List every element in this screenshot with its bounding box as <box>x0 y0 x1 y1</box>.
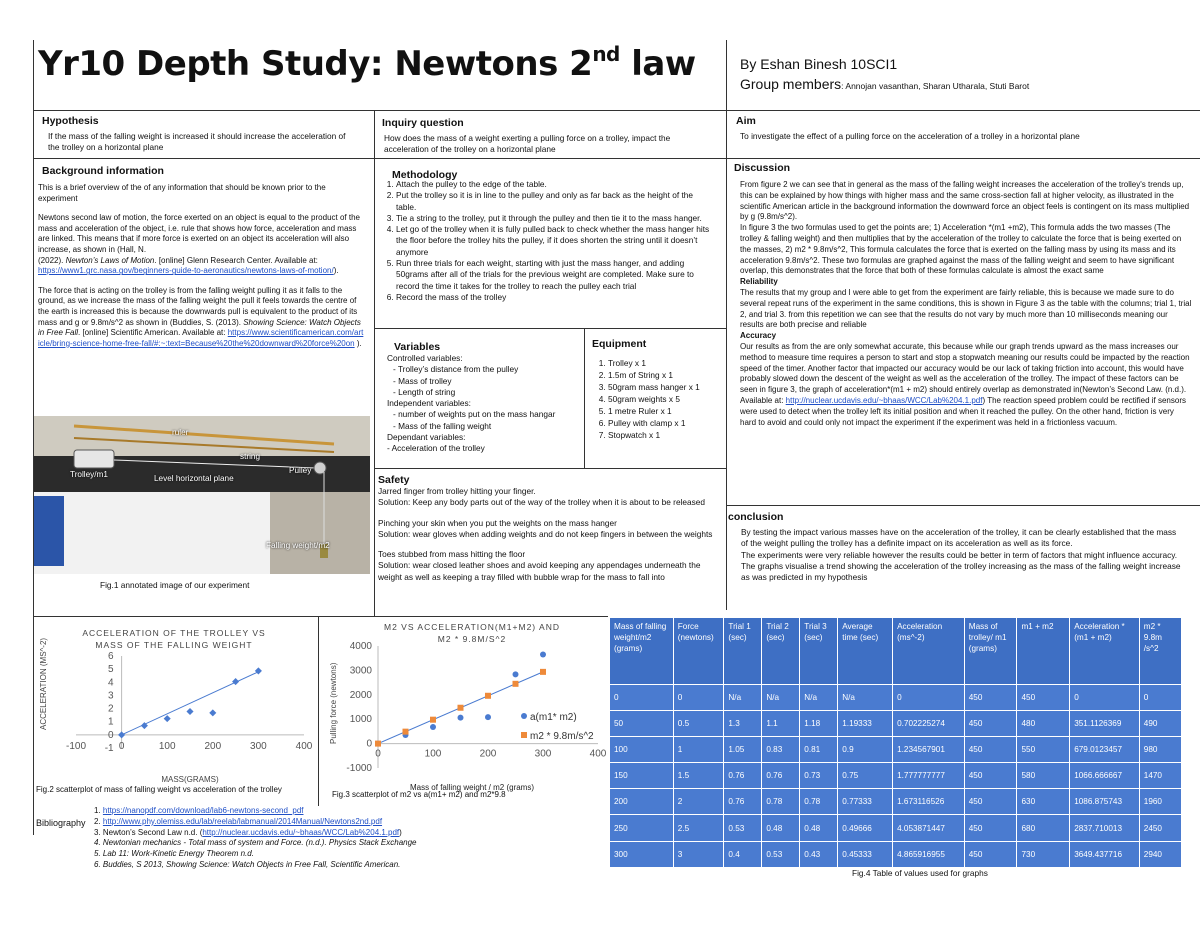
bib-prefix: 5. Lab 11: Work-Kinetic Energy Theorem n.d. <box>94 849 254 859</box>
table-cell: 0 <box>893 684 965 710</box>
chart2-x-tick: 300 <box>534 748 552 760</box>
bib-prefix: 6. Buddies, S 2013, Showing Science: Watch Objects in Free Fall, Scientific American. <box>94 859 401 869</box>
table-cell: 580 <box>1017 763 1070 789</box>
table-header: m2 * 9.8m /s^2 <box>1139 618 1181 684</box>
chart2-point-series1 <box>485 714 491 720</box>
safety-line: Pinching your skin when you put the weights on the mass hanger <box>378 517 617 528</box>
table-cell: 0.45333 <box>838 841 893 867</box>
table-cell: 0.75 <box>838 763 893 789</box>
safety-line: Solution: Keep any body parts out of the way of the trolley when it is about to be released <box>378 497 706 508</box>
hypothesis-heading: Hypothesis <box>42 115 99 127</box>
table-cell: 0.73 <box>800 763 838 789</box>
chart2-legend-label1: a(m1* m2) <box>530 712 577 723</box>
table-cell: 450 <box>964 710 1017 736</box>
chart1-y-tick: 4 <box>108 677 114 689</box>
independent-variable: - number of weights put on the mass hangar <box>393 409 556 420</box>
chart2-y-tick: 2000 <box>349 689 372 701</box>
scientific-american-link[interactable]: https://www.scientificamerican.com/article/bring-science-home-free-fall/#:~:text=Because%20the%20downward%20force%20on <box>38 328 364 348</box>
chart2-x-tick: 0 <box>375 748 381 760</box>
chart1-y-tick: 6 <box>108 651 114 662</box>
equipment-heading: Equipment <box>592 338 647 350</box>
bibliography-item <box>94 828 514 839</box>
table-header: Acceleration (ms^-2) <box>893 618 965 684</box>
table-cell: 150 <box>610 763 673 789</box>
aim-text: To investigate the effect of a pulling force on the acceleration of a trolley in a horizontal plane <box>740 131 1080 141</box>
equipment-list <box>592 357 722 441</box>
conclusion-body: By testing the impact various masses have on the acceleration of the trolley, it can be clearly established that the mass of the weight pulling the trolley has a definite impact on its acceleration as well as its force. The experiments were very reliable however the results could be better in term of factors that might influence accuracy. The graphs visualise a trend showing the acceleration of the trolley increasing as the mass of the falling weight increase as was predicted in my hypothesis <box>741 527 1181 583</box>
methodology-heading: Methodology <box>392 169 458 181</box>
controlled-variable: - Length of string <box>393 386 456 397</box>
bibliography-item <box>94 860 514 871</box>
table-cell: 0.48 <box>762 815 800 841</box>
methodology-list <box>380 179 715 303</box>
chart2-y-tick: 4000 <box>349 641 372 652</box>
table-cell: 450 <box>964 841 1017 867</box>
chart2-point-series2 <box>375 741 381 747</box>
safety-body <box>378 486 718 616</box>
chart2-point-series2 <box>430 717 436 723</box>
chart2-y-tick: 3000 <box>349 665 372 677</box>
table-row <box>610 684 1182 710</box>
table-cell: 1.19333 <box>838 710 893 736</box>
chart2-y-tick: 0 <box>366 738 372 750</box>
chart2-x-tick: 200 <box>479 748 497 760</box>
bib-prefix: 3. Newton’s Second Law n.d. ( <box>94 827 203 837</box>
table-cell: 50 <box>610 710 673 736</box>
table-cell: 4.865916955 <box>893 841 965 867</box>
bibliography-item <box>94 838 514 849</box>
table-cell: 450 <box>964 736 1017 762</box>
table-cell: 0.9 <box>838 736 893 762</box>
chart2-point-series2 <box>458 705 464 711</box>
chart1-point <box>118 731 125 738</box>
variables-body: Controlled variables: - Trolley’s distance from the pulley - Mass of trolley - Length of string Independent variables: - number of weights put on the mass hangar - Mass of the falling weight Dependant variables: - Acceleration of the trolley <box>387 353 582 455</box>
table-cell: 450 <box>964 815 1017 841</box>
author: By Eshan Binesh 10SCI1 <box>740 56 898 72</box>
photo-drawing <box>34 416 370 574</box>
methodology-step: 2. Put the trolley so it is in line to the pulley and only as far back as the height of the table. <box>396 190 715 213</box>
table-cell: 450 <box>964 684 1017 710</box>
chart2-title-line2: M2 * 9.8M/S^2 <box>437 634 507 644</box>
controlled-variable: - Mass of trolley <box>393 375 452 386</box>
chart1-y-tick: 5 <box>108 664 114 676</box>
fig4-caption: Fig.4 Table of values used for graphs <box>852 868 988 878</box>
bib-prefix: 4. Newtonian mechanics - Total mass of system and Force. (n.d.). Physics Stack Exchange <box>94 838 417 848</box>
safety-line: Toes stubbed from mass hitting the floor <box>378 549 526 560</box>
bibliography-item <box>94 806 514 817</box>
aim-heading: Aim <box>736 115 756 127</box>
table-cell: 480 <box>1017 710 1070 736</box>
table-cell: 0.78 <box>762 789 800 815</box>
methodology-step: 3. Tie a string to the trolley, put it through the pulley and then tie it to the mass hanger. <box>396 213 715 224</box>
chart-acceleration-vs-mass <box>34 620 316 792</box>
table-cell: 450 <box>964 763 1017 789</box>
chart2-point-series1 <box>430 724 436 730</box>
chart1-y-tick: 2 <box>108 703 114 715</box>
methodology-step: 5. Run three trials for each weight, starting with just the mass hanger, and adding 50grams after all of the trials for the previous weight are completed. Make sure to record the time it takes for the trolley to reach the pulley each trial <box>396 258 715 292</box>
chart2-x-label: Mass of falling weight / m2 (grams) <box>409 783 535 792</box>
label-pulley: Pulley <box>289 466 312 475</box>
chart1-y-tick: 3 <box>108 690 114 702</box>
chart1-point <box>164 715 171 722</box>
table-cell: 1086.875743 <box>1070 789 1140 815</box>
table-cell: 0.53 <box>762 841 800 867</box>
chart1-title-line1: ACCELERATION OF THE TROLLEY VS <box>82 628 266 638</box>
bib-prefix: 2. <box>94 816 103 826</box>
safety-line: Solution: wear gloves when adding weights and do not keep fingers in between the weights <box>378 528 713 539</box>
table-cell: 0 <box>673 684 724 710</box>
table-cell: 200 <box>610 789 673 815</box>
bibliography-heading: Bibliography <box>36 818 86 828</box>
table-cell: 450 <box>1017 684 1070 710</box>
table-cell: 351.1126369 <box>1070 710 1140 736</box>
controlled-variable: - Trolley’s distance from the pulley <box>393 364 519 375</box>
background-body: This is a brief overview of the of any information that should be known prior to the experiment Newtons second law of motion, the force exerted on an object is equal to the product of the mass and acceleration of the object, i.e. rule that shows how force, acceleration and mass are linked. This means that if more force is exerted on an object its acceleration will also increase, as shown in (Hall, N. (2022). Newton’s Laws of Motion. [online] Glenn Research Center. Available at: https://www1.grc.nasa.gov/beginners-guide-to-aeronautics/newtons-laws-of-motion/). The force that is acting on the trolley is from the falling weight pulling it as it falls to the ground, as we increase the mass of the falling weight the pull it feels towards the centre of the earth is increased this is because the downwards pull is equivalent to the product of its mass and g or 9.8m/s^2 as shown in (Buddies, S. (2013). Showing Science: Watch Objects in Free Fall. [online] Scientific American. Available at: https://www.scientificamerican.com/article/bring-science-home-free-fall/#:~:text=Because%20the%20downward%20force%20on ). <box>38 183 364 348</box>
label-level-plane: Level horizontal plane <box>154 474 234 483</box>
safety-line: Solution: wear closed leather shoes and avoid keeping any appendages underneath the weight as well as keeping a tray filled with bubble wrap for the mass to fall into <box>378 560 701 582</box>
methodology-step: 6. Record the mass of the trolley <box>396 292 715 303</box>
table-row <box>610 710 1182 736</box>
table-cell: 0 <box>610 684 673 710</box>
chart2-y-tick: 1000 <box>349 714 372 726</box>
table-cell: 490 <box>1139 710 1181 736</box>
chart1-x-tick: 200 <box>204 740 222 752</box>
table-cell: 2.5 <box>673 815 724 841</box>
fig1-caption: Fig.1 annotated image of our experiment <box>100 580 250 590</box>
table-header: Trial 3 (sec) <box>800 618 838 684</box>
table-header: Trial 2 (sec) <box>762 618 800 684</box>
table-cell: 0.76 <box>762 763 800 789</box>
chart2-legend-marker2 <box>521 732 527 738</box>
safety-line <box>378 509 718 518</box>
table-cell: 1 <box>673 736 724 762</box>
table-cell: 0.43 <box>800 841 838 867</box>
safety-line <box>378 540 718 549</box>
table-cell: 2 <box>673 789 724 815</box>
chart1-y-tick: -1 <box>104 743 114 754</box>
inquiry-heading: Inquiry question <box>382 117 464 129</box>
table-cell: 0.76 <box>724 789 762 815</box>
bibliography-item <box>94 817 514 828</box>
equipment-item: 4. 50gram weights x 5 <box>608 393 722 405</box>
table-cell: 0.4 <box>724 841 762 867</box>
bib-link[interactable]: http://www.phy.olemiss.edu/lab/reelab/labmanual/2014Manual/Newtons2nd.pdf <box>102 816 383 826</box>
chart1-y-tick: 1 <box>108 716 114 728</box>
table-cell: 0.53 <box>724 815 762 841</box>
table-cell: 730 <box>1017 841 1070 867</box>
fig2-caption: Fig.2 scatterplot of mass of falling weight vs acceleration of the trolley <box>36 785 282 794</box>
table-header: m1 + m2 <box>1017 618 1070 684</box>
bibliography-item <box>94 849 514 860</box>
table-cell: 2837.710013 <box>1070 815 1140 841</box>
safety-line: Jarred finger from trolley hitting your finger. <box>378 486 536 496</box>
chart2-title-line1: M2 VS ACCELERATION(M1+M2) AND <box>384 622 560 632</box>
bibliography-list <box>94 806 514 871</box>
table-cell: 0.702225274 <box>893 710 965 736</box>
chart1-point <box>209 709 216 716</box>
table-cell: 0.5 <box>673 710 724 736</box>
table-cell: 680 <box>1017 815 1070 841</box>
inquiry-text: How does the mass of a weight exerting a pulling force on a trolley, impact the acceleration of the trolley on a horizontal plane <box>384 133 671 155</box>
ucdavis-link[interactable]: http://nuclear.ucdavis.edu/~bhaas/WCC/Lab%204.1.pdf <box>785 395 983 405</box>
page-title: Yr10 Depth Study: Newtons 2nd law <box>38 42 696 84</box>
table-cell: 1.1 <box>762 710 800 736</box>
table-cell: 0.83 <box>762 736 800 762</box>
chart2-legend-label2: m2 * 9.8m/s^2 <box>530 731 594 742</box>
table-cell: 1960 <box>1139 789 1181 815</box>
table-cell: 1.05 <box>724 736 762 762</box>
chart1-title-line2: MASS OF THE FALLING WEIGHT <box>95 640 253 650</box>
table-header: Force (newtons) <box>673 618 724 684</box>
table-cell: 1.234567901 <box>893 736 965 762</box>
chart-force-vs-mass <box>322 620 608 792</box>
chart2-point-series1 <box>513 671 519 677</box>
table-cell: 1.673116526 <box>893 789 965 815</box>
discussion-heading: Discussion <box>734 162 791 174</box>
chart2-x-tick: 400 <box>589 748 607 760</box>
table-cell: 1.18 <box>800 710 838 736</box>
bib-prefix: 1. <box>94 806 103 815</box>
chart1-y-tick: 0 <box>108 729 114 741</box>
table-header: Mass of trolley/ m1 (grams) <box>964 618 1017 684</box>
table-cell: N/a <box>838 684 893 710</box>
chart2-y-label: Pulling force (newtons) <box>329 662 338 744</box>
chart2-point-series2 <box>513 681 519 687</box>
chart1-x-tick: 100 <box>158 740 176 752</box>
table-cell: 1066.666667 <box>1070 763 1140 789</box>
fig3-caption: Fig.3 scatterplot of m2 vs a(m1+ m2) and m2*9.8 <box>332 790 506 799</box>
table-cell: 630 <box>1017 789 1070 815</box>
table-cell: N/a <box>724 684 762 710</box>
chart1-point <box>232 678 239 685</box>
nasa-link[interactable]: https://www1.grc.nasa.gov/beginners-guide-to-aeronautics/newtons-laws-of-motion/ <box>38 266 334 276</box>
equipment-item: 5. 1 metre Ruler x 1 <box>608 405 722 417</box>
chart2-point-series2 <box>403 729 409 735</box>
table-cell: 0.81 <box>800 736 838 762</box>
chart1-point <box>186 708 193 715</box>
table-cell: 4.053871447 <box>893 815 965 841</box>
label-falling-weight: Falling weight/m2 <box>266 541 330 550</box>
independent-variable: - Mass of the falling weight <box>393 420 492 431</box>
table-cell: 0.49666 <box>838 815 893 841</box>
table-cell: 0.77333 <box>838 789 893 815</box>
table-cell: 250 <box>610 815 673 841</box>
background-heading: Background information <box>42 165 164 177</box>
table-cell: 2450 <box>1139 815 1181 841</box>
values-table <box>610 618 1182 867</box>
chart1-x-tick: -100 <box>65 740 87 752</box>
label-trolley: Trolley/m1 <box>70 470 108 479</box>
safety-heading: Safety <box>378 474 410 486</box>
table-cell: 679.0123457 <box>1070 736 1140 762</box>
conclusion-heading: conclusion <box>728 511 784 523</box>
bib-suffix: ) <box>399 827 402 837</box>
table-cell: N/a <box>762 684 800 710</box>
chart2-y-tick: -1000 <box>346 763 372 774</box>
discussion-body: From figure 2 we can see that in general as the mass of the falling weight increases the acceleration of the trolley's trends up, this can be explained by how things with higher mass and the same cross-section fall at higher velocity, as illustrated in the scientific American article in the background information the downward force an object feels is contingent on its mass multiplied by g (9.8m/s^2). In figure 3 the two formulas used to get the points are; 1) Acceleration *(m1 +m2), This formula adds the two masses (The trolley & falling weight) and then multiplies that by the acceleration of the trolley to calculate the force that is being exerted on the masses, 2) m2 * 9.8m/s^2, This formula calculates the force that is exerted on the falling mass by using its mass and its acceleration 9.8m/s^2. These two formulas are graphed against the mass of the falling weight and seem to have significant overlap, this demonstrates that the force that both of these formulas calculate is almost the exact same Reliability The results that my group and I were able to get from the experiment are fairly reliable, this is because we made sure to do several repeat runs of the experiment in the same conditions, this is shown in Figure 3 as the table with the columns; trial 1, trial 2, and trial 3. from this repetition we can see that the results do not vary by much more than 10 milliseconds meaning our results are both precise and reliable Accuracy Our results as from the are only somewhat accurate, this because while our graph trends upward as the mass increases our method to measure time requires a person to start and stop a stopwatch meaning our results could be impacted by the reaction speed of the timer. Another factor that impacted our accuracy would be our lack of taking friction into account, this would have probably slowed down the descent of the weight as well as the acceleration of the trolley. The impact of these factors can be seen in figure 3, the graph of acceleration*(m1 + m2) should entirely overlap as demonstrated in(Newton’s Second Law. (n.d.). Available at: http://nuclear.ucdavis.edu/~bhaas/WCC/Lab%204.1.pdf) The reaction speed problem could be rectified if sensors were used to detect when the trolley left its initial position and when it reached the pulley. On the other hand, friction is very hard to avoid and could only not impact the experiment if the experiment was held in a frictionless vacuum. <box>740 180 1192 427</box>
table-cell: N/a <box>800 684 838 710</box>
table-header: Average time (sec) <box>838 618 893 684</box>
table-cell: 0.76 <box>724 763 762 789</box>
label-ruler: ruler <box>172 428 189 437</box>
chart2-x-tick: 100 <box>424 748 442 760</box>
chart2-point-series2 <box>485 693 491 699</box>
table-cell: 450 <box>964 789 1017 815</box>
table-cell: 3649.437716 <box>1070 841 1140 867</box>
group-members: Group members: Annojan vasanthan, Sharan Utharala, Stuti Barot <box>740 76 1030 92</box>
table-cell: 980 <box>1139 736 1181 762</box>
table-row <box>610 789 1182 815</box>
equipment-item: 3. 50gram mass hanger x 1 <box>608 381 722 393</box>
table-cell: 0.48 <box>800 815 838 841</box>
table-header: Trial 1 (sec) <box>724 618 762 684</box>
chart2-point-series1 <box>458 715 464 721</box>
table-row <box>610 815 1182 841</box>
table-cell: 1470 <box>1139 763 1181 789</box>
table-cell: 3 <box>673 841 724 867</box>
equipment-item: 7. Stopwatch x 1 <box>608 429 722 441</box>
variables-heading: Variables <box>394 341 441 353</box>
table-cell: 0 <box>1139 684 1181 710</box>
table-cell: 300 <box>610 841 673 867</box>
bib-link[interactable]: http://nuclear.ucdavis.edu/~bhaas/WCC/Lab%204.1.pdf <box>202 827 400 837</box>
chart2-point-series2 <box>540 669 546 675</box>
table-cell: 100 <box>610 736 673 762</box>
table-row <box>610 841 1182 867</box>
chart1-x-tick: 400 <box>295 740 313 752</box>
chart2-point-series1 <box>540 652 546 658</box>
equipment-item: 1. Trolley x 1 <box>608 357 722 369</box>
methodology-step: 1. Attach the pulley to the edge of the table. <box>396 179 715 190</box>
table-cell: 0 <box>1070 684 1140 710</box>
experiment-photo <box>34 416 370 574</box>
table-cell: 0.78 <box>800 789 838 815</box>
chart1-x-label: MASS(GRAMS) <box>161 775 219 784</box>
table-cell: 1.777777777 <box>893 763 965 789</box>
equipment-item: 6. Pulley with clamp x 1 <box>608 417 722 429</box>
equipment-item: 2. 1.5m of String x 1 <box>608 369 722 381</box>
bib-link[interactable]: https://nanopdf.com/download/lab6-newtons-second_pdf <box>102 806 304 815</box>
hypothesis-text: If the mass of the falling weight is increased it should increase the acceleration of the trolley on a horizontal plane <box>48 131 346 153</box>
table-header: Acceleration *(m1 + m2) <box>1070 618 1140 684</box>
methodology-step: 4. Let go of the trolley when it is fully pulled back to check whether the mass hanger hits the floor before the trolley hits the pulley, if it does shorten the string until it doesn’t anymore <box>396 224 715 258</box>
table-row <box>610 763 1182 789</box>
label-string: string <box>240 452 261 461</box>
chart1-y-label: ACCELERATION (MS^-2) <box>39 637 48 730</box>
chart1-x-tick: 300 <box>250 740 267 752</box>
table-row <box>610 736 1182 762</box>
table-cell: 2940 <box>1139 841 1181 867</box>
table-header: Mass of falling weight/m2 (grams) <box>610 618 673 684</box>
table-cell: 1.3 <box>724 710 762 736</box>
chart1-x-tick: 0 <box>118 740 125 752</box>
chart2-legend-marker1 <box>521 713 527 719</box>
table-cell: 550 <box>1017 736 1070 762</box>
table-cell: 1.5 <box>673 763 724 789</box>
